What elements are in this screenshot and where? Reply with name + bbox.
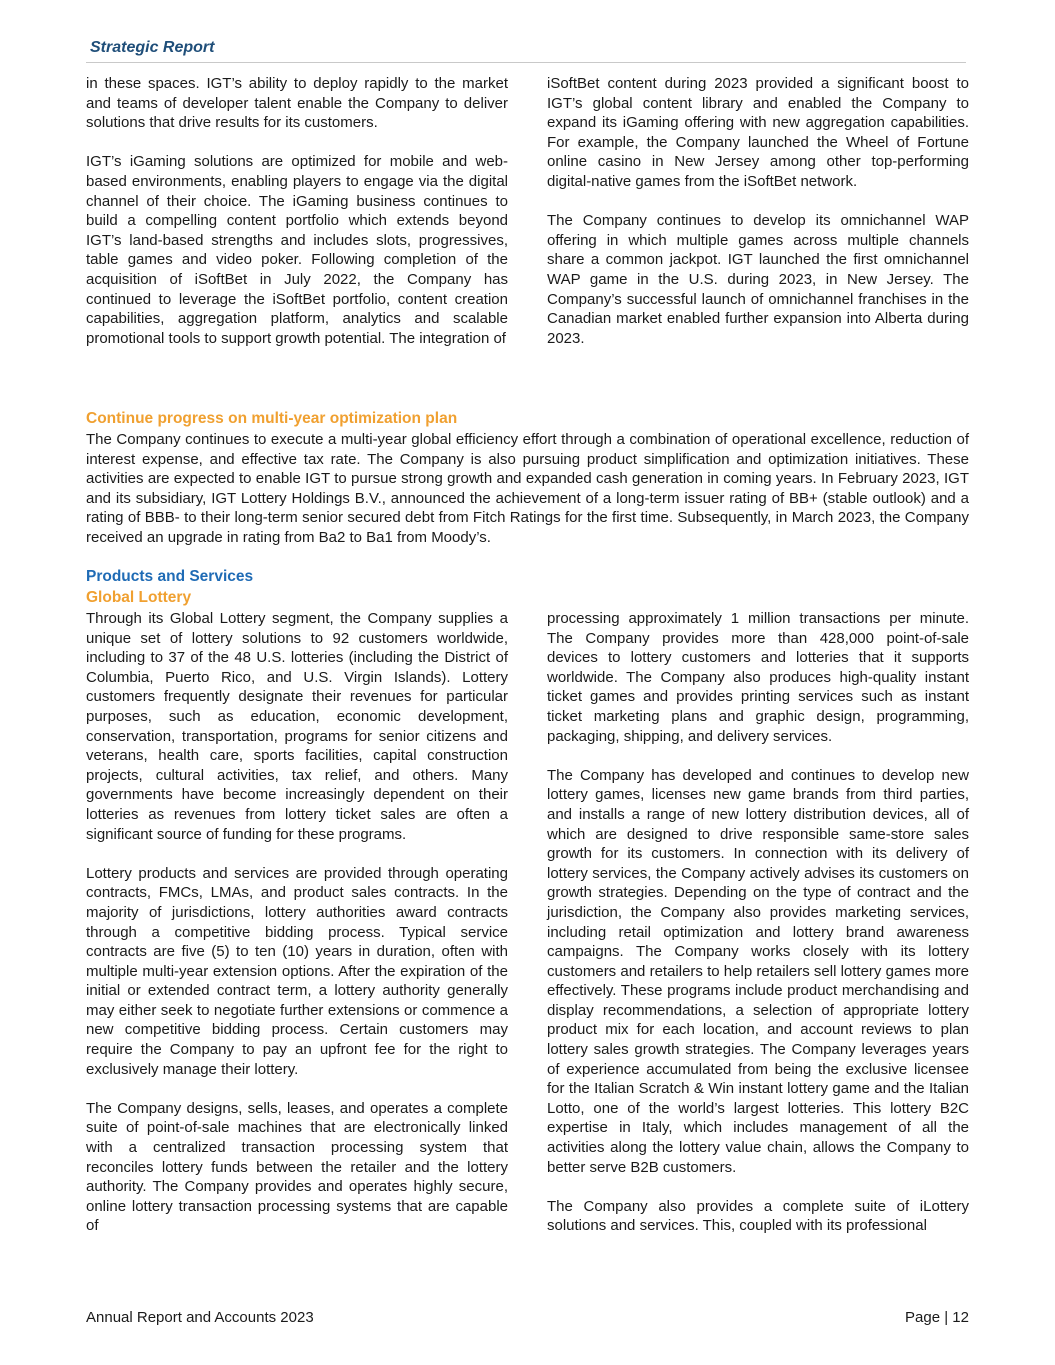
optimization-heading: Continue progress on multi-year optimization plan: [86, 410, 458, 427]
paragraph: The Company designs, sells, leases, and operates a complete suite of point-of-sale machines that are electronically linked with a centralized transaction processing system that reconciles lottery funds between the retailer and the lottery authority. The Company provides and operates highly secure, online lottery transaction processing systems that are capable of: [86, 1099, 508, 1235]
page-number: Page | 12: [905, 1309, 969, 1326]
section-header: Strategic Report: [90, 39, 215, 56]
products-left-column: [86, 609, 508, 1236]
paragraph: The Company also provides a complete suite of iLottery solutions and services. This, coupled with its professional: [547, 1197, 969, 1235]
top-right-column: [547, 74, 969, 348]
paragraph: processing approximately 1 million transactions per minute. The Company provides more than 428,000 point-of-sale devices to lottery customers and lotteries that it supports worldwide. The Company also produces high-quality instant ticket games and provides printing services such as instant ticket marketing plans and graphic design, programming, packaging, shipping, and delivery services.: [547, 610, 969, 745]
optimization-body: [86, 430, 969, 548]
paragraph: IGT’s iGaming solutions are optimized for mobile and web-based environments, enabling players to engage via the digital channel of their choice. The iGaming business continues to build a compelling content portfolio which extends beyond IGT’s land-based strengths and includes slots, progressives, table games and video poker. Following completion of the acquisition of iSoftBet in July 2022, the Company has continued to leverage the iSoftBet portfolio, content creation capabilities, aggregation platform, analytics and scalable promotional tools to support growth potential. The integration of: [86, 153, 508, 347]
paragraph: iSoftBet content during 2023 provided a significant boost to IGT’s global content library and enabled the Company to expand its iGaming offering with new aggregation capabilities. For example, the Company launched the Wheel of Fortune online casino in New Jersey among other top-performing digital-native games from the iSoftBet network.: [547, 75, 969, 190]
products-heading: Products and Services: [86, 568, 254, 585]
paragraph: The Company continues to execute a multi-year global efficiency effort through a combination of operational excellence, reduction of interest expense, and effective tax rate. The Company is also pursuing product simplification and optimization initiatives. These activities are expected to enable IGT to pursue strong growth and expanded cash generation in coming years. In February 2023, IGT and its subsidiary, IGT Lottery Holdings B.V., announced the achievement of a long-term issuer rating of BB+ (stable outlook) and a rating of BBB- to their long-term senior secured debt from Fitch Ratings for the first time. Subsequently, in March 2023, the Company received an upgrade in rating from Ba2 to Ba1 from Moody’s.: [86, 431, 969, 546]
top-left-column: [86, 74, 508, 348]
paragraph: The Company continues to develop its omnichannel WAP offering in which multiple games across multiple channels share a common jackpot. IGT launched the first omnichannel WAP game in the U.S. during 2023, in New Jersey. The Company’s successful launch of omnichannel franchises in the Canadian market enabled further expansion into Alberta during 2023.: [547, 212, 969, 347]
paragraph: The Company has developed and continues to develop new lottery games, licenses new game brands from third parties, and installs a range of new lottery distribution devices, all of which are designed to drive responsible same-store sales growth for its customers. In connection with its delivery of lottery services, the Company actively advises its customers on growth strategies. Depending on the type of contract and the jurisdiction, the Company also provides marketing services, including retail optimization and lottery brand awareness campaigns. The Company works closely with its lottery customers and retailers to help retailers sell lottery games more effectively. These programs include product merchandising and display recommendations, a selection of appropriate lottery product mix for each location, and account reviews to plan lottery sales growth strategies. The Company leverages years of experience accumulated from being the exclusive licensee for the Italian Scratch & Win instant lottery game and the Italian Lotto, one of the world’s largest lotteries. This lottery B2C expertise in Italy, which includes management of all the activities along the lottery value chain, allows the Company to better serve B2B customers.: [547, 766, 969, 1176]
paragraph: Through its Global Lottery segment, the Company supplies a unique set of lottery solutions to 92 customers worldwide, including to 37 of the 48 U.S. lotteries (including the District of Columbia, Puerto Rico, and U.S. Virgin Islands). Lottery customers frequently designate their revenues for particular purposes, such as education, economic development, conservation, transportation, programs for senior citizens and veterans, health care, sports facilities, capital construction projects, cultural activities, tax relief, and others. Many governments have become increasingly dependent on their lotteries as revenues from lottery ticket sales are often a significant source of funding for these programs.: [86, 610, 508, 843]
global-lottery-heading: Global Lottery: [86, 589, 192, 606]
paragraph: Lottery products and services are provided through operating contracts, FMCs, LMAs, and product sales contracts. In the majority of jurisdictions, lottery authorities award contracts through a competitive bidding process. Typical service contracts are five (5) to ten (10) years in duration, often with multiple multi-year extension options. After the expiration of the initial or extended contract term, a lottery authority generally may either seek to negotiate further extensions or commence a new competitive bidding process. Certain customers may require the Company to pay an upfront fee for the right to exclusively manage their lottery.: [86, 864, 508, 1078]
footer-title: Annual Report and Accounts 2023: [86, 1309, 314, 1326]
header-divider: [86, 62, 966, 63]
products-right-column: [547, 609, 969, 1236]
paragraph: in these spaces. IGT’s ability to deploy rapidly to the market and teams of developer talent enable the Company to deliver solutions that drive results for its customers.: [86, 75, 508, 132]
